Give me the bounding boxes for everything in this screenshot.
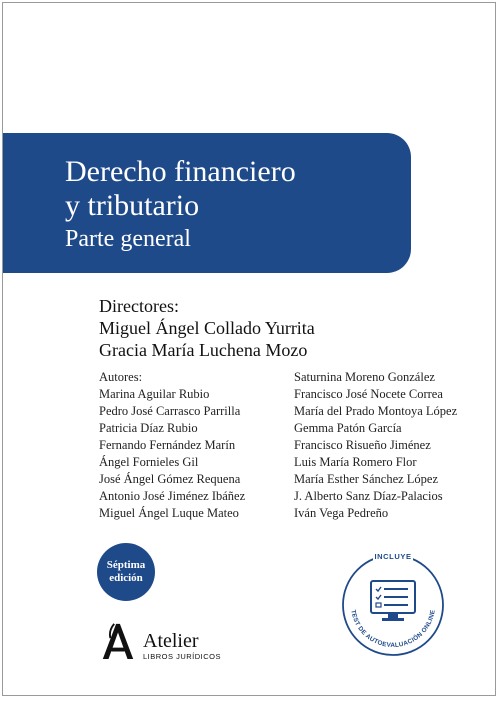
author-name: Luis María Romero Flor (294, 455, 417, 469)
author-name: Iván Vega Pedreño (294, 506, 389, 520)
author-name: María del Prado Montoya López (294, 404, 458, 418)
author-name: José Ángel Gómez Requena (99, 472, 241, 486)
author-name: María Esther Sánchez López (294, 472, 439, 486)
test-badge-top-text: INCLUYE (374, 552, 412, 561)
title-band (3, 133, 411, 273)
authors-heading: Autores: (99, 370, 143, 384)
monitor-checklist-icon (371, 581, 415, 621)
book-cover (2, 2, 496, 696)
director-name: Miguel Ángel Collado Yurrita (99, 318, 315, 338)
publisher-tagline: LIBROS JURÍDICOS (143, 652, 222, 661)
test-badge-arc-text: TEST DE AUTOEVALUACIÓN ONLINE (349, 609, 437, 650)
authors-right-column (294, 369, 457, 522)
author-name: Francisco José Nocete Correa (294, 387, 443, 401)
title-line-1: Derecho financiero (65, 155, 296, 188)
author-name: J. Alberto Sanz Díaz-Palacios (294, 489, 443, 503)
director-name: Gracia María Luchena Mozo (99, 340, 308, 360)
author-name: Patricia Díaz Rubio (99, 421, 198, 435)
author-name: Ángel Fornieles Gil (99, 455, 199, 469)
author-name: Gemma Patón García (294, 421, 402, 435)
edition-line-1: Séptima (106, 559, 146, 571)
author-name: Saturnina Moreno González (294, 370, 435, 384)
directors-heading: Directores: (99, 296, 179, 316)
publisher-text (143, 630, 221, 661)
subtitle: Parte general (65, 226, 191, 252)
online-test-badge (337, 549, 449, 661)
author-name: Pedro José Carrasco Parrilla (99, 404, 241, 418)
author-name: Francisco Risueño Jiménez (294, 438, 431, 452)
title-line-2: y tributario (65, 189, 200, 222)
authors-left-column (99, 369, 245, 522)
author-name: Miguel Ángel Luque Mateo (99, 506, 239, 520)
edition-line-2: edición (109, 572, 143, 584)
publisher-block (99, 621, 221, 661)
edition-badge (97, 543, 155, 601)
directors-block (99, 295, 315, 361)
author-name: Antonio José Jiménez Ibáñez (99, 489, 246, 503)
author-name: Marina Aguilar Rubio (99, 387, 210, 401)
atelier-a-logo-icon (99, 621, 137, 661)
publisher-name: Atelier (143, 630, 199, 652)
author-name: Fernando Fernández Marín (99, 438, 236, 452)
